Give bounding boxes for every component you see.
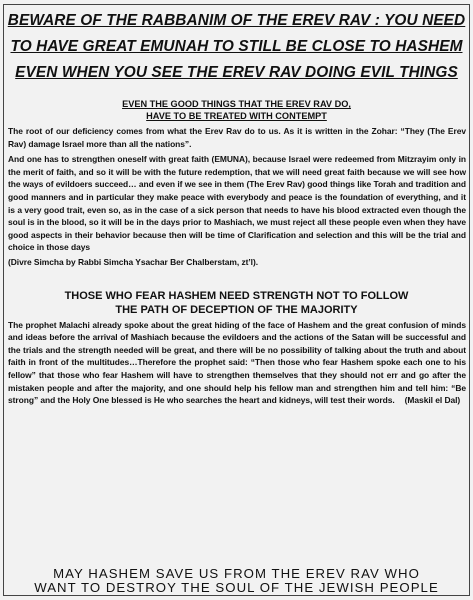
section-1-heading-line-1: EVEN THE GOOD THINGS THAT THE EREV RAV DO, (122, 99, 351, 109)
closing-line-1: MAY HASHEM SAVE US FROM THE EREV RAV WHO (53, 565, 420, 581)
section-2-heading (3, 289, 470, 317)
section-1-citation: (Divre Simcha by Rabbi Simcha Ysachar Ber Chalberstam, zt’l). (8, 256, 259, 267)
section-1-heading-line-2: HAVE TO BE TREATED WITH CONTEMPT (146, 111, 327, 121)
main-title: BEWARE OF THE RABBANIM OF THE EREV RAV : YOU NEED TO HAVE GREAT EMUNAH TO STILL BE CLOSE TO HASHEM EVEN WHEN YOU SEE THE EREV RAV DOING EVIL THINGS (7, 12, 466, 81)
closing-line-2: WANT TO DESTROY THE SOUL OF THE JEWISH PEOPLE (34, 580, 439, 596)
section-2-paragraph (8, 319, 466, 407)
closing-statement (0, 567, 473, 596)
section-2-paragraph-text: The prophet Malachi already spoke about the great hiding of the face of Hashem and the great confusion of minds and ideas before the arrival of Mashiach because the evildoers and the actions of the Satan will be successful and the trials and the strength needed will be great, and there will be no possibility of talking about the truth and about faith in front of the multitudes…Therefore the prophet said: “Then those who fear Hashem spoke each one to his fellow” that those who fear Hashem will have to strengthen themselves that they should not err and go after the mistaken people and after the majority, and one should help his fellow man and strengthen him and tell him: “Be strong” and the Holy One blessed is He who searches the heart and kidneys, will test their words. (8, 319, 466, 406)
section-2-citation: (Maskil el Dal) (404, 395, 461, 406)
section-2-heading-line-2: THE PATH OF DECEPTION OF THE MAJORITY (115, 303, 358, 316)
section-1-paragraph-2: And one has to strengthen oneself with great faith (EMUNA), because Israel were redeemed from Mitzrayim only in the merit of faith, and so it will be with the future redemption, that we will need great faith because we will see how the ways of evildoers succeed… and even if we see in them (The Erev Rav) good things like Torah and tradition and good manners and in particular they make peace with everybody and peace is the foundation of everything, and it is a very good trait, even so, as in the case of a sick person that needs to have his blood extracted even though the soul is in the blood, so it will be in the days prior to Mashiach, we must reject all these people even when they have good aspects in their behavior because then will be time of Clarification and selection and this will be the trial and choice in those days (8, 154, 466, 253)
section-1-heading (3, 98, 470, 122)
section-1-paragraph-1: The root of our deficiency comes from what the Erev Rav do to us. As it is written in the Zohar: “They (The Erev Rav) damage Israel more than all the nations”. (8, 126, 466, 149)
section-2-heading-line-1: THOSE WHO FEAR HASHEM NEED STRENGTH NOT TO FOLLOW (64, 289, 409, 302)
